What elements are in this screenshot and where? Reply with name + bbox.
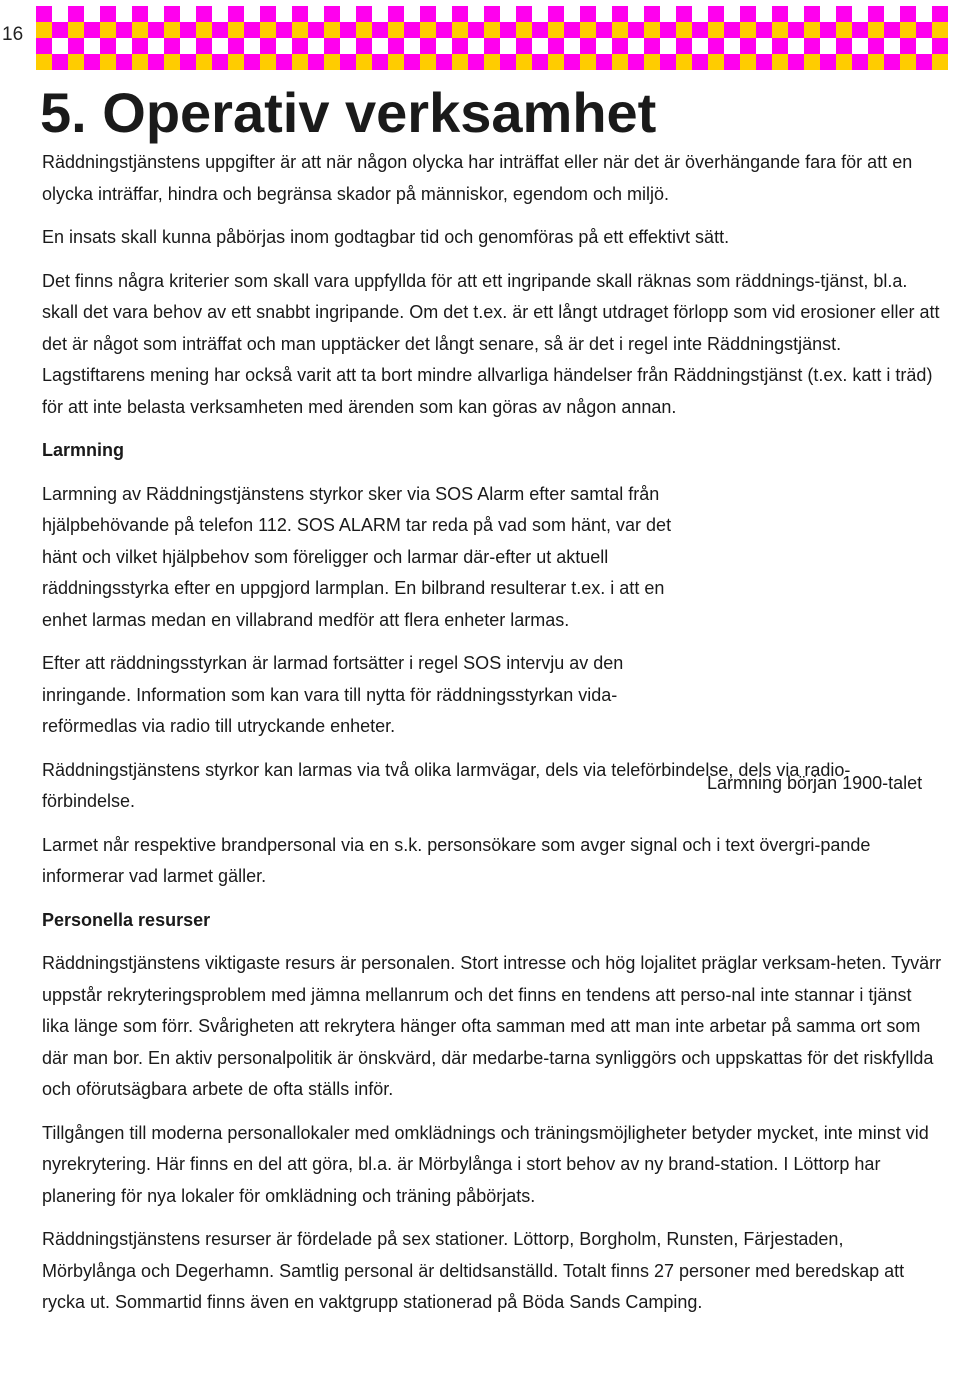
checker-cell: [100, 38, 116, 54]
checker-cell: [548, 38, 564, 54]
checker-cell: [452, 54, 468, 70]
checker-cell: [468, 22, 484, 38]
checker-cell: [756, 54, 772, 70]
checker-row: [36, 38, 960, 54]
checker-cell: [132, 54, 148, 70]
checker-cell: [548, 22, 564, 38]
checker-cell: [196, 38, 212, 54]
checker-cell: [276, 38, 292, 54]
checker-cell: [308, 38, 324, 54]
checker-cell: [708, 6, 724, 22]
checker-cell: [772, 38, 788, 54]
checker-cell: [900, 22, 916, 38]
checker-cell: [212, 38, 228, 54]
checker-cell: [148, 38, 164, 54]
checker-cell: [404, 38, 420, 54]
checker-cell: [196, 6, 212, 22]
checker-cell: [740, 22, 756, 38]
checker-cell: [196, 22, 212, 38]
checker-cell: [724, 22, 740, 38]
checker-cell: [292, 38, 308, 54]
checker-cell: [676, 38, 692, 54]
checker-cell: [468, 54, 484, 70]
checker-cell: [52, 22, 68, 38]
checker-cell: [900, 54, 916, 70]
checker-cell: [772, 22, 788, 38]
checker-cell: [116, 6, 132, 22]
checker-cell: [596, 54, 612, 70]
checker-cell: [788, 38, 804, 54]
checker-cell: [132, 22, 148, 38]
checker-cell: [324, 54, 340, 70]
checker-cell: [484, 22, 500, 38]
checker-cell: [484, 6, 500, 22]
checker-cell: [420, 22, 436, 38]
checker-cell: [340, 38, 356, 54]
checker-cell: [644, 6, 660, 22]
checker-cell: [324, 22, 340, 38]
checker-cell: [452, 38, 468, 54]
checker-cell: [196, 54, 212, 70]
checker-cell: [84, 6, 100, 22]
checker-cell: [628, 6, 644, 22]
checker-cell: [532, 6, 548, 22]
checker-cell: [724, 54, 740, 70]
checker-cell: [820, 22, 836, 38]
checker-cell: [676, 22, 692, 38]
checker-cell: [52, 38, 68, 54]
section-heading-personella-resurser: Personella resurser: [42, 909, 211, 930]
main-content: [42, 147, 942, 1331]
checker-cell: [868, 54, 884, 70]
intro-paragraph-2: En insats skall kunna påbörjas inom godtagbar tid och genomföras på ett effektivt sätt.: [42, 227, 730, 247]
larmning-paragraph-3: Räddningstjänstens styrkor kan larmas via två olika larmvägar, dels via teleförbindelse, dels via radio-förbindelse.: [42, 759, 851, 811]
intro-paragraph-1: Räddningstjänstens uppgifter är att när någon olycka har inträffat eller när det är överhängande fara för att en olycka inträffar, hindra och begränsa skador på människor, egendom och miljö.: [42, 152, 913, 204]
checker-cell: [692, 38, 708, 54]
checker-cell: [804, 54, 820, 70]
checker-cell: [420, 38, 436, 54]
checker-cell: [84, 54, 100, 70]
checker-cell: [548, 6, 564, 22]
checker-cell: [372, 22, 388, 38]
checker-cell: [52, 6, 68, 22]
checker-cell: [756, 22, 772, 38]
checker-cell: [212, 6, 228, 22]
checker-cell: [836, 6, 852, 22]
checker-cell: [500, 54, 516, 70]
checker-cell: [852, 6, 868, 22]
checker-cell: [740, 54, 756, 70]
checker-cell: [644, 54, 660, 70]
checker-row: [36, 6, 960, 22]
personella-paragraph-2: Tillgången till moderna personallokaler med omklädnings och träningsmöjligheter betyder mycket, inte minst vid nyrekrytering. Här finns en del att göra, bl.a. är Mörbylånga i stort behov av ny brand-station. I Löttorp har planering för nya lokaler för omklädning och träning påbörjats.: [42, 1122, 929, 1206]
checker-cell: [708, 54, 724, 70]
checker-cell: [84, 22, 100, 38]
checker-cell: [564, 6, 580, 22]
checker-cell: [852, 54, 868, 70]
checker-cell: [452, 6, 468, 22]
checker-cell: [244, 38, 260, 54]
checker-cell: [788, 6, 804, 22]
checker-cell: [68, 54, 84, 70]
checker-cell: [660, 22, 676, 38]
checker-cell: [292, 54, 308, 70]
checker-cell: [340, 22, 356, 38]
checker-cell: [772, 54, 788, 70]
checker-cell: [276, 6, 292, 22]
checker-cell: [260, 6, 276, 22]
checker-cell: [68, 38, 84, 54]
image-caption: Larmning början 1900-talet: [707, 773, 923, 793]
checker-cell: [516, 6, 532, 22]
checker-cell: [356, 6, 372, 22]
larmning-text-column: [42, 479, 702, 743]
checker-cell: [532, 22, 548, 38]
checker-cell: [132, 38, 148, 54]
checker-cell: [404, 6, 420, 22]
checker-cell: [900, 6, 916, 22]
checker-cell: [724, 38, 740, 54]
larmning-paragraph-4: Larmet når respektive brandpersonal via en s.k. personsökare som avger signal och i text övergri-pande informerar vad larmet gäller.: [42, 834, 871, 886]
checker-cell: [420, 6, 436, 22]
checker-cell: [308, 54, 324, 70]
checker-cell: [388, 6, 404, 22]
checker-cell: [372, 6, 388, 22]
checker-cell: [116, 38, 132, 54]
checker-cell: [292, 22, 308, 38]
checker-cell: [228, 6, 244, 22]
checker-cell: [516, 38, 532, 54]
checker-cell: [692, 6, 708, 22]
checker-cell: [356, 22, 372, 38]
checker-cell: [820, 6, 836, 22]
checker-cell: [164, 22, 180, 38]
checker-cell: [612, 22, 628, 38]
checker-cell: [820, 38, 836, 54]
checker-cell: [564, 38, 580, 54]
checker-cell: [340, 6, 356, 22]
checker-cell: [468, 38, 484, 54]
checker-cell: [516, 22, 532, 38]
checker-cell: [564, 22, 580, 38]
checker-cell: [100, 22, 116, 38]
checker-cell: [276, 54, 292, 70]
checker-cell: [356, 54, 372, 70]
checker-cell: [340, 54, 356, 70]
checker-cell: [756, 38, 772, 54]
checker-cell: [628, 38, 644, 54]
checker-cell: [260, 22, 276, 38]
checker-cell: [660, 6, 676, 22]
checker-cell: [532, 54, 548, 70]
checker-cell: [884, 22, 900, 38]
checker-cell: [148, 54, 164, 70]
checker-cell: [756, 6, 772, 22]
checker-cell: [628, 54, 644, 70]
checker-cell: [100, 6, 116, 22]
checker-cell: [180, 54, 196, 70]
checker-cell: [260, 38, 276, 54]
checker-cell: [532, 38, 548, 54]
checker-cell: [580, 54, 596, 70]
checker-cell: [484, 38, 500, 54]
checker-cell: [356, 38, 372, 54]
checker-cell: [84, 38, 100, 54]
checker-cell: [164, 6, 180, 22]
checker-cell: [164, 38, 180, 54]
checker-cell: [132, 6, 148, 22]
checker-cell: [436, 6, 452, 22]
checker-cell: [868, 6, 884, 22]
checker-cell: [228, 22, 244, 38]
checker-cell: [324, 38, 340, 54]
intro-paragraph-3: Det finns några kriterier som skall vara uppfyllda för att ett ingripande skall räknas som räddnings-tjänst, bl.a. skall det vara behov av ett snabbt ingripande. Om det t.ex. är ett långt utdraget förlopp som vid erosioner eller att det är något som inträffat och man upptäcker det långt senare, så är det i regel inte Räddningstjänst. Lagstiftarens mening har också varit att ta bort mindre allvarliga händelser från Räddningstjänst (t.ex. katt i träd) för att inte belasta verksamheten med ärenden som kan göras av någon annan.: [42, 270, 940, 417]
personella-paragraph-3: Räddningstjänstens resurser är fördelade på sex stationer. Löttorp, Borgholm, Runsten, Färjestaden, Mörbylånga och Degerhamn. Samtlig personal är deltidsanställd. Totalt finns 27 personer med beredskap att rycka ut. Sommartid finns även en vaktgrupp stationerad på Böda Sands Camping.: [42, 1229, 905, 1312]
checker-cell: [820, 54, 836, 70]
checker-cell: [788, 54, 804, 70]
checker-cell: [580, 38, 596, 54]
checker-cell: [580, 6, 596, 22]
page-number: 16: [2, 24, 24, 45]
checker-row: [36, 22, 960, 38]
checker-cell: [628, 22, 644, 38]
checker-cell: [804, 38, 820, 54]
checker-cell: [308, 22, 324, 38]
checkered-header-band: [36, 6, 960, 70]
checker-cell: [500, 22, 516, 38]
checker-cell: [372, 54, 388, 70]
checker-cell: [596, 38, 612, 54]
checker-cell: [244, 22, 260, 38]
checker-cell: [52, 54, 68, 70]
checker-cell: [900, 38, 916, 54]
checker-cell: [164, 54, 180, 70]
checker-cell: [788, 22, 804, 38]
checker-cell: [148, 22, 164, 38]
checker-cell: [276, 22, 292, 38]
larmning-paragraph-2: Efter att räddningsstyrkan är larmad fortsätter i regel SOS intervju av den inringande. Information som kan vara till nytta för räddningsstyrkan vida-reförmedlas via radio till utryckande enheter.: [42, 653, 624, 736]
checker-cell: [612, 6, 628, 22]
larmning-paragraph-1: Larmning av Räddningstjänstens styrkor sker via SOS Alarm efter samtal från hjälpbehövande på telefon 112. SOS ALARM tar reda på vad som hänt, var det hänt och vilket hjälpbehov som föreligger och larmar där-efter ut aktuell räddningsstyrka efter en uppgjord larmplan. En bilbrand resulterar t.ex. i att en enhet larmas medan en villabrand medför att flera enheter larmas.: [42, 483, 672, 630]
checker-cell: [388, 54, 404, 70]
checker-cell: [500, 6, 516, 22]
checker-cell: [612, 54, 628, 70]
checker-cell: [916, 22, 932, 38]
checker-cell: [228, 38, 244, 54]
checker-cell: [932, 6, 948, 22]
checker-cell: [68, 6, 84, 22]
checker-cell: [884, 38, 900, 54]
checker-cell: [36, 38, 52, 54]
checker-cell: [836, 22, 852, 38]
checker-cell: [644, 22, 660, 38]
section-heading-larmning: Larmning: [42, 440, 125, 460]
checker-cell: [116, 54, 132, 70]
checker-cell: [212, 22, 228, 38]
checker-cell: [436, 22, 452, 38]
checker-cell: [404, 54, 420, 70]
checker-cell: [180, 38, 196, 54]
checker-cell: [228, 54, 244, 70]
checker-cell: [884, 54, 900, 70]
checker-cell: [836, 38, 852, 54]
checker-cell: [932, 54, 948, 70]
checker-cell: [612, 38, 628, 54]
checker-cell: [484, 54, 500, 70]
checker-cell: [292, 6, 308, 22]
checker-cell: [260, 54, 276, 70]
checker-cell: [724, 6, 740, 22]
checker-cell: [180, 22, 196, 38]
checker-cell: [884, 6, 900, 22]
checker-cell: [932, 22, 948, 38]
checker-cell: [868, 38, 884, 54]
checker-cell: [244, 6, 260, 22]
checker-cell: [100, 54, 116, 70]
checker-cell: [676, 6, 692, 22]
checker-cell: [836, 54, 852, 70]
checker-cell: [212, 54, 228, 70]
checker-cell: [148, 6, 164, 22]
checker-cell: [596, 6, 612, 22]
checker-cell: [596, 22, 612, 38]
page-title: 5. Operativ verksamhet: [40, 81, 657, 144]
checker-cell: [660, 38, 676, 54]
checker-cell: [36, 22, 52, 38]
checker-cell: [324, 6, 340, 22]
checker-row: [36, 54, 960, 70]
checker-cell: [740, 38, 756, 54]
checker-cell: [452, 22, 468, 38]
checker-cell: [244, 54, 260, 70]
checker-cell: [916, 54, 932, 70]
checker-cell: [772, 6, 788, 22]
checker-cell: [804, 22, 820, 38]
checker-cell: [116, 22, 132, 38]
checker-cell: [852, 38, 868, 54]
checker-cell: [692, 22, 708, 38]
checker-cell: [68, 22, 84, 38]
checker-cell: [564, 54, 580, 70]
checker-cell: [388, 22, 404, 38]
checker-cell: [932, 38, 948, 54]
checker-cell: [500, 38, 516, 54]
checker-cell: [420, 54, 436, 70]
checker-cell: [868, 22, 884, 38]
checker-cell: [708, 22, 724, 38]
checker-cell: [516, 54, 532, 70]
checker-cell: [436, 38, 452, 54]
checker-cell: [404, 22, 420, 38]
checker-cell: [372, 38, 388, 54]
checker-cell: [740, 6, 756, 22]
checker-cell: [852, 22, 868, 38]
checker-cell: [916, 6, 932, 22]
checker-cell: [660, 54, 676, 70]
checker-cell: [388, 38, 404, 54]
checker-cell: [308, 6, 324, 22]
checker-cell: [676, 54, 692, 70]
checker-cell: [580, 22, 596, 38]
personella-paragraph-1: Räddningstjänstens viktigaste resurs är personalen. Stort intresse och hög lojalitet präglar verksam-heten. Tyvärr uppstår rekryteringsproblem med jämna mellanrum och det finns en tendens att perso-nal inte stannar i tjänst lika länge som förr. Svårigheten att rekrytera hänger ofta samman med att man inte arbetar på samma ort som där man bor. En aktiv personalpolitik är önskvärd, där medarbe-tarna synliggörs och uppskattas för det riskfyllda och oförutsägbara arbete de ofta ställs inför.: [42, 953, 942, 1099]
checker-cell: [804, 6, 820, 22]
checker-cell: [180, 6, 196, 22]
checker-cell: [644, 38, 660, 54]
checker-cell: [36, 54, 52, 70]
checker-cell: [916, 38, 932, 54]
checker-cell: [708, 38, 724, 54]
checker-cell: [548, 54, 564, 70]
checker-cell: [692, 54, 708, 70]
checker-cell: [436, 54, 452, 70]
checker-cell: [468, 6, 484, 22]
checker-cell: [36, 6, 52, 22]
